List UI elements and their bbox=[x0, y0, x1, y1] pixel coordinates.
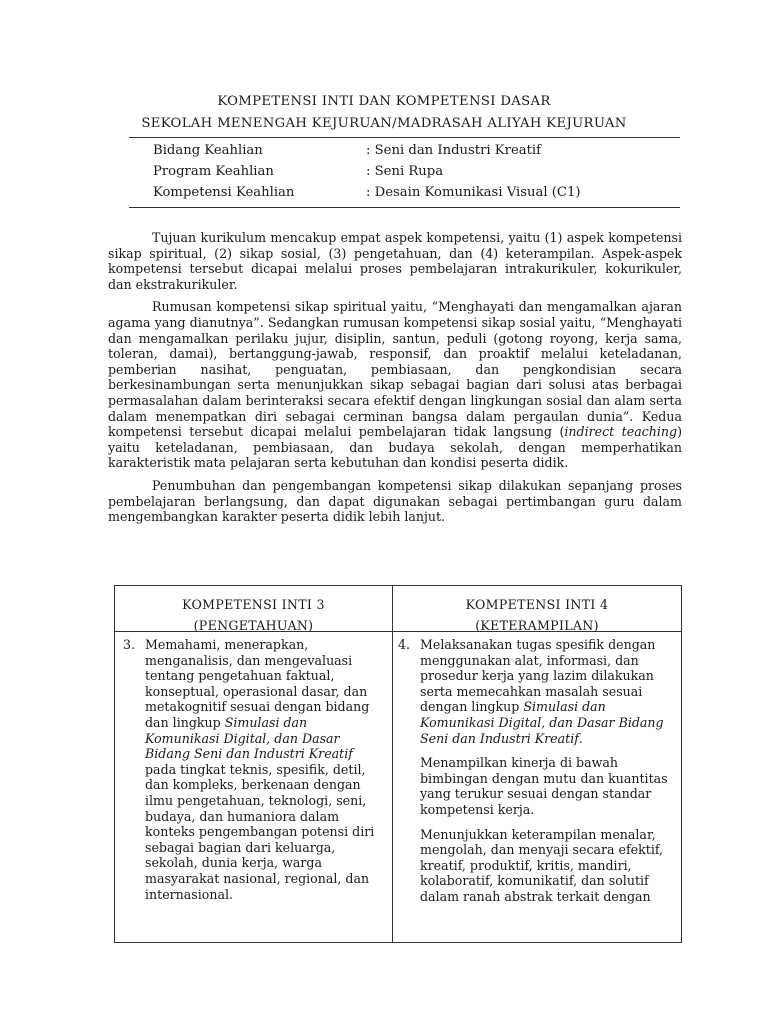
paragraph-italic: indirect teaching bbox=[564, 424, 678, 440]
header-line: KOMPETENSI INTI 3 bbox=[182, 597, 325, 612]
meta-row-program bbox=[153, 164, 443, 179]
document-subtitle: SEKOLAH MENENGAH KEJURUAN/MADRASAH ALIYAH KEJURUAN bbox=[141, 116, 627, 131]
meta-label: Kompetensi Keahlian bbox=[153, 185, 295, 200]
table-header-ki3 bbox=[115, 594, 392, 636]
divider-top bbox=[129, 137, 680, 138]
table-cell-ki3 bbox=[123, 637, 385, 902]
cell-paragraph: Menunjukkan keterampilan menalar, mengolah, dan menyaji secara efektif, kreatif, produktif, kritis, mandiri, kolaboratif, komunikatif, dan solutif dalam ranah abstrak terkait dengan bbox=[420, 826, 664, 904]
paragraph-rumusan bbox=[108, 299, 682, 471]
table-cell-ki4 bbox=[398, 637, 676, 914]
table-column-divider bbox=[392, 586, 393, 942]
cell-paragraph: Menampilkan kinerja di bawah bimbingan dengan mutu dan kuantitas yang terukur sesuai dengan standar kompetensi kerja. bbox=[420, 755, 668, 817]
header-line: (PENGETAHUAN) bbox=[193, 618, 314, 633]
item-number: 3. bbox=[123, 637, 136, 652]
cell-text-italic: Simulasi dan Komunikasi Digital, dan Dasar Bidang Seni dan Industri Kreatif bbox=[420, 699, 664, 746]
cell-text-italic: Simulasi dan Komunikasi Digital, dan Dasar Bidang Seni dan Industri Kreatif bbox=[145, 714, 353, 762]
divider-bottom bbox=[129, 207, 680, 208]
cell-text-part: Memahami, menerapkan, menganalisis, dan mengevaluasi tentang pengetahuan faktual, konseptual, operasional dasar, dan metakognitif sesuai dengan bidang dan lingkup bbox=[145, 637, 370, 730]
header-line: KOMPETENSI INTI 4 bbox=[465, 597, 609, 612]
meta-value: : Seni Rupa bbox=[366, 164, 444, 179]
cell-text bbox=[420, 637, 676, 905]
header-line: (KETERAMPILAN) bbox=[475, 618, 599, 633]
meta-label: Bidang Keahlian bbox=[153, 143, 263, 158]
cell-text-part: . bbox=[578, 730, 583, 746]
cell-text-part: pada tingkat teknis, spesifik, detil, dan kompleks, berkenaan dengan ilmu pengetahuan, teknologi, seni, budaya, dan humaniora dalam konteks pengembangan potensi diri sebagai bagian dari keluarga, sekolah, dunia kerja, warga masyarakat nasional, regional, dan internasional. bbox=[145, 761, 375, 902]
meta-row-kompetensi bbox=[153, 185, 581, 200]
meta-label: Program Keahlian bbox=[153, 164, 274, 179]
paragraph-tujuan: Tujuan kurikulum mencakup empat aspek kompetensi, yaitu (1) aspek kompetensi sikap spiritual, (2) sikap sosial, (3) pengetahuan, dan (4) keterampilan. Aspek-aspek kompetensi tersebut dicapai melalui proses pembelajaran intrakurikuler, kokurikuler, dan ekstrakurikuler. bbox=[108, 230, 682, 292]
item-number: 4. bbox=[398, 637, 411, 652]
meta-row-bidang bbox=[153, 143, 541, 158]
table-header-ki4 bbox=[393, 594, 681, 636]
body-text bbox=[108, 230, 682, 532]
meta-value: : Seni dan Industri Kreatif bbox=[366, 143, 542, 158]
cell-text bbox=[145, 637, 385, 902]
cell-text-part: Melaksanakan tugas spesifik dengan menggunakan alat, informasi, dan prosedur kerja yang lazim dilakukan serta memecahkan masalah sesuai dengan lingkup bbox=[420, 637, 656, 715]
paragraph-penumbuhan: Penumbuhan dan pengembangan kompetensi sikap dilakukan sepanjang proses pembelajaran berlangsung, dan dapat digunakan sebagai pertimbangan guru dalam mengembangkan karakter peserta didik lebih lanjut. bbox=[108, 477, 682, 525]
document-title: KOMPETENSI INTI DAN KOMPETENSI DASAR bbox=[217, 94, 551, 109]
meta-value: : Desain Komunikasi Visual (C1) bbox=[366, 185, 581, 200]
paragraph-text: ) yaitu keteladanan, pembiasaan, dan budaya sekolah, dengan memperhatikan karakteristik mata pelajaran serta kebutuhan dan kondisi peserta didik. bbox=[108, 424, 682, 471]
paragraph-text: Rumusan kompetensi sikap spiritual yaitu, “Menghayati dan mengamalkan ajaran agama yang dianutnya”. Sedangkan rumusan kompetensi sikap sosial yaitu, “Menghayati dan mengamalkan perilaku jujur, disiplin, santun, peduli (gotong royong, kerja sama, toleran, damai), bertanggung-jawab, responsif, dan proaktif melalui keteladanan, pemberian nasihat, penguatan, pembiasaan, dan pengkondisian secara berkesinambungan serta menunjukkan sikap sebagai bagian dari solusi atas berbagai permasalahan dalam berinteraksi secara efektif dengan lingkungan sosial dan alam serta dalam menempatkan diri sebagai cerminan bangsa dalam pergaulan dunia”. Kedua kompetensi tersebut dicapai melalui pembelajaran tidak langsung ( bbox=[108, 299, 682, 440]
competency-table bbox=[114, 585, 682, 943]
cell-paragraph bbox=[420, 637, 676, 746]
